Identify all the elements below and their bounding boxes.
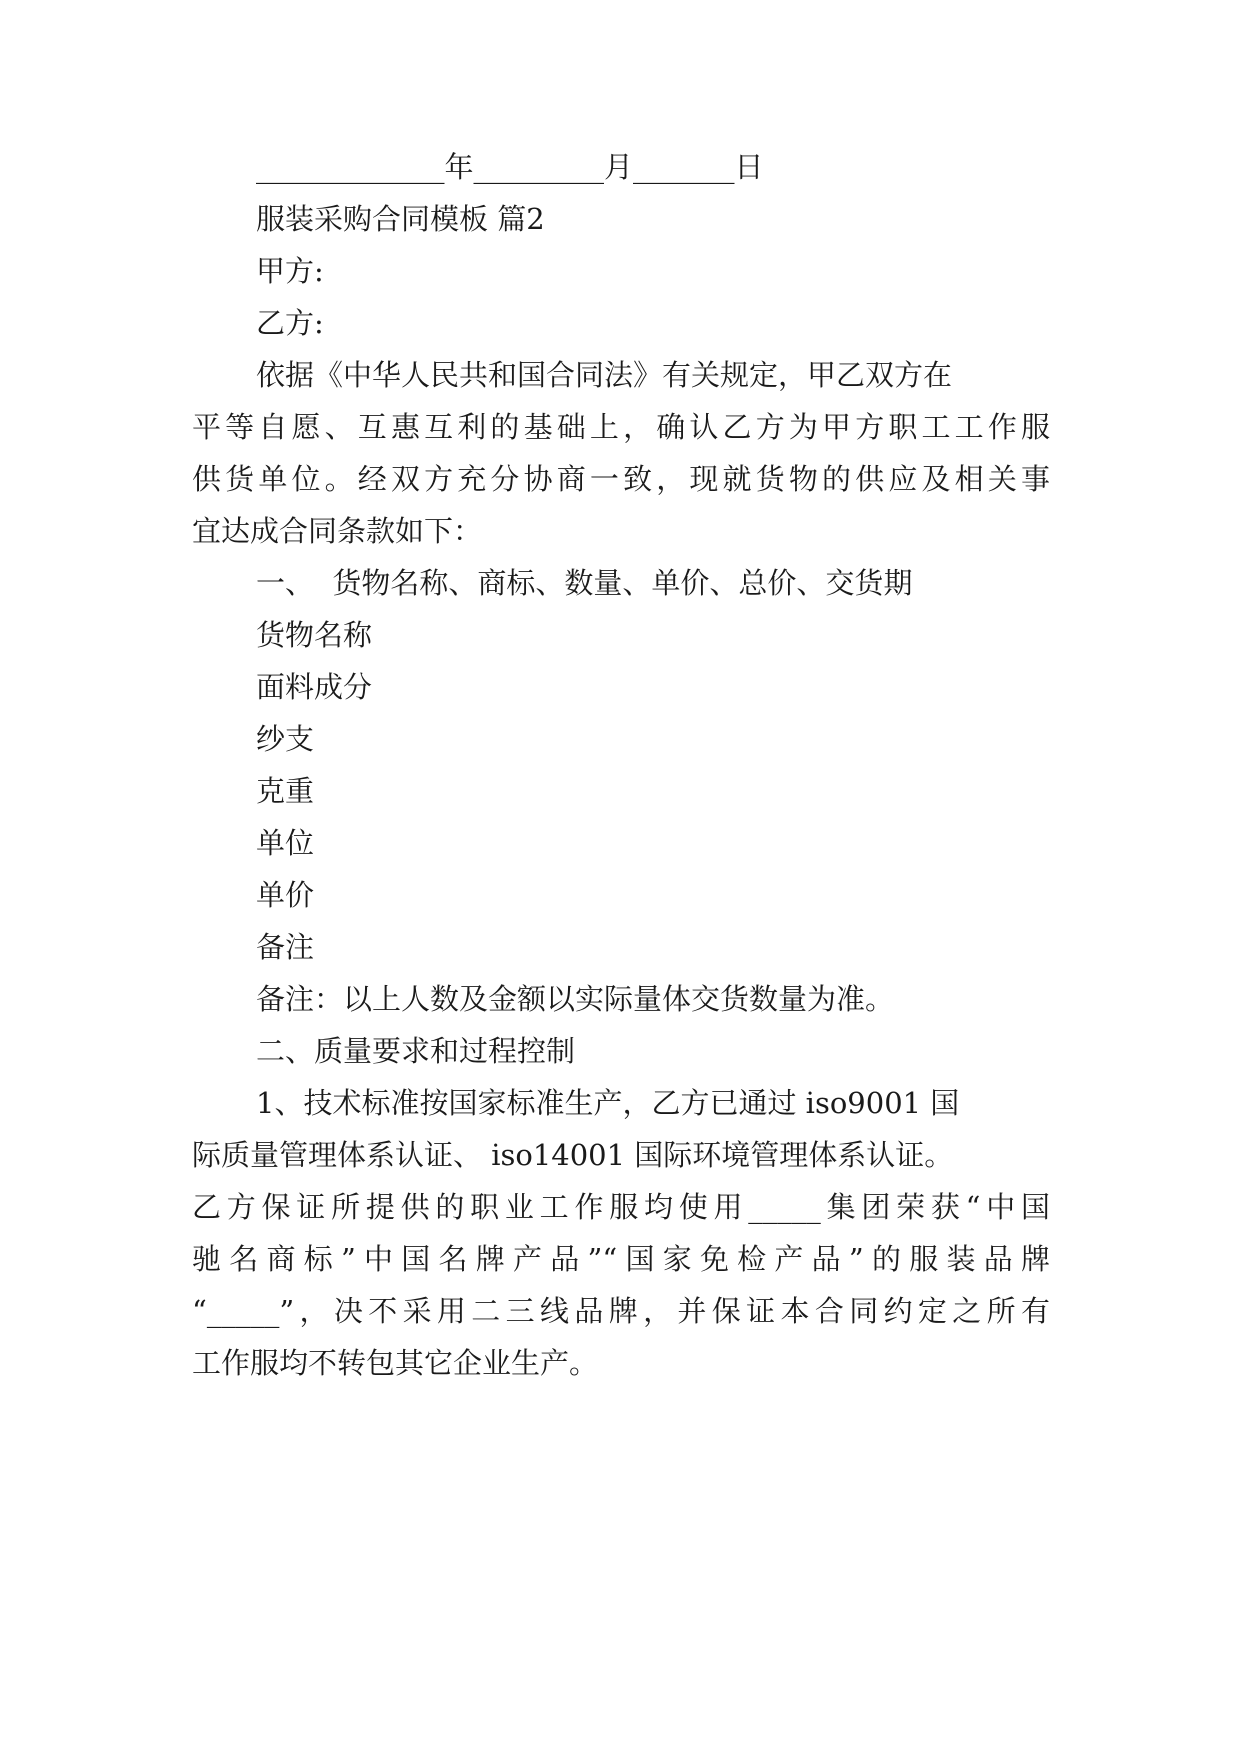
list-item: 纱支 <box>256 722 315 756</box>
clause-2-paragraph-line: 1、技术标准按国家标准生产，乙方已通过 iso9001 国 <box>256 1086 960 1120</box>
list-item: 单价 <box>256 878 315 912</box>
party-a-label: 甲方: <box>256 254 324 288</box>
date-line: _____________年_________月_______日 <box>256 150 764 184</box>
clause-2-paragraph-line: “_____”，决不采用二三线品牌，并保证本合同约定之所有 <box>192 1294 1050 1328</box>
section-title: 服装采购合同模板 篇2 <box>256 202 545 236</box>
list-item: 备注 <box>256 930 315 964</box>
list-item: 货物名称 <box>256 618 373 652</box>
clause-2-heading: 二、质量要求和过程控制 <box>256 1034 576 1068</box>
intro-paragraph-line: 供货单位。经双方充分协商一致，现就货物的供应及相关事 <box>192 462 1050 496</box>
clause-1-heading: 一、 货物名称、商标、数量、单价、总价、交货期 <box>256 566 913 600</box>
list-item: 面料成分 <box>256 670 373 704</box>
clause-2-paragraph-line: 驰名商标”中国名牌产品”“国家免检产品”的服装品牌 <box>192 1242 1050 1276</box>
intro-paragraph-line: 依据《中华人民共和国合同法》有关规定，甲乙双方在 <box>256 358 953 392</box>
remark-line: 备注：以上人数及金额以实际量体交货数量为准。 <box>256 982 895 1016</box>
intro-paragraph-line: 宜达成合同条款如下： <box>192 514 483 548</box>
party-b-label: 乙方: <box>256 306 324 340</box>
list-item: 克重 <box>256 774 315 808</box>
clause-2-paragraph-line: 工作服均不转包其它企业生产。 <box>192 1346 599 1380</box>
intro-paragraph-line: 平等自愿、互惠互利的基础上，确认乙方为甲方职工工作服 <box>192 410 1050 444</box>
clause-2-paragraph-line: 乙方保证所提供的职业工作服均使用_____集团荣获“中国 <box>192 1190 1050 1224</box>
list-item: 单位 <box>256 826 315 860</box>
clause-2-paragraph-line: 际质量管理体系认证、 iso14001 国际环境管理体系认证。 <box>192 1138 954 1172</box>
